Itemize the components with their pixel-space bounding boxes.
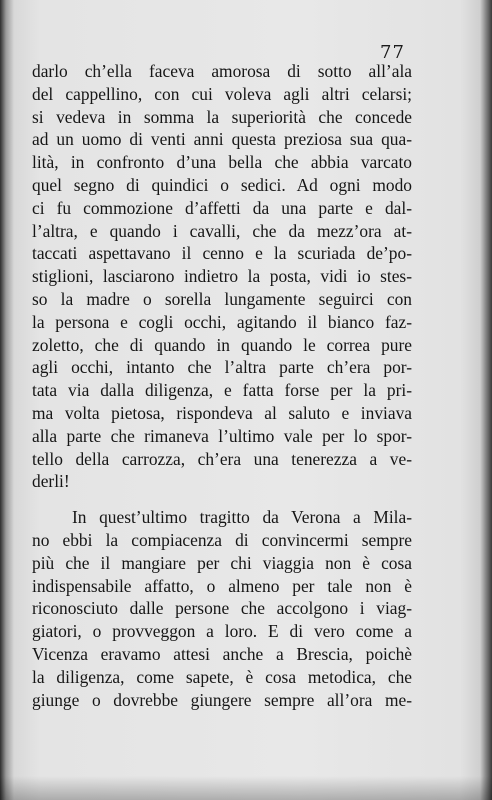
text-line: so la madre o sorella lungamente seguirci con	[32, 288, 412, 309]
text-line: darlo ch’ella faceva amorosa di sotto all’ala	[32, 61, 412, 81]
text-line: agli occhi, intanto che l’altra parte ch’era por-	[32, 357, 412, 378]
paragraph-1	[32, 60, 412, 493]
text-line: indispensabile affatto, o almeno per tale non è	[32, 575, 412, 596]
text-line: la persona e cogli occhi, agitando il bianco faz-	[32, 311, 412, 332]
text-line: giunge o dovrebbe giungere sempre all’ora me-	[32, 689, 412, 710]
page-number: 77	[380, 42, 405, 63]
text-line: Vicenza eravamo attesi anche a Brescia, poichè	[32, 643, 412, 664]
text-line: alla parte che rimaneva l’ultimo vale per lo spor-	[32, 425, 412, 446]
text-line: no ebbi la compiacenza di convincermi sempre	[32, 529, 412, 550]
paragraph-spacer	[32, 493, 412, 506]
text-line: ma volta pietosa, rispondeva al saluto e inviava	[32, 402, 412, 423]
paragraph-2	[32, 506, 412, 711]
text-line: giatori, o provveggon a loro. E di vero come a	[32, 621, 412, 642]
text-line: lità, in confronto d’una bella che abbia varcato	[32, 152, 412, 173]
text-line: riconosciuto dalle persone che accolgono i viag-	[32, 598, 412, 619]
text-line: ci fu commozione d’affetti da una parte e dal-	[32, 197, 412, 218]
text-line: quel segno di quindici o sedici. Ad ogni modo	[32, 174, 412, 195]
text-line: zoletto, che di quando in quando le correa pure	[32, 334, 412, 355]
text-line: l’altra, e quando i cavalli, che da mezz’ora at-	[32, 220, 412, 241]
text-line: del cappellino, con cui voleva agli altri celarsi;	[32, 83, 412, 104]
text-line: si vedeva in somma la superiorità che concede	[32, 106, 412, 127]
text-line: stiglioni, lasciarono indietro la posta, vidi io stes-	[32, 266, 412, 287]
text-line: ad un uomo di venti anni questa preziosa sua qua-	[32, 129, 412, 150]
text-line: tata via dalla diligenza, e fatta forse per la pri-	[32, 380, 412, 401]
body-text	[32, 60, 412, 711]
text-line: taccati aspettavano il cenno e la scuriada de’po-	[32, 243, 412, 264]
text-line: più che il mangiare per chi viaggia non è cosa	[32, 552, 412, 573]
text-line: In quest’ultimo tragitto da Verona a Mila-	[72, 507, 412, 528]
text-line: la diligenza, come sapete, è cosa metodica, che	[32, 666, 412, 687]
text-line: derli!	[32, 471, 70, 492]
text-line: tello della carrozza, ch’era una tenerezza a ve-	[32, 448, 412, 469]
